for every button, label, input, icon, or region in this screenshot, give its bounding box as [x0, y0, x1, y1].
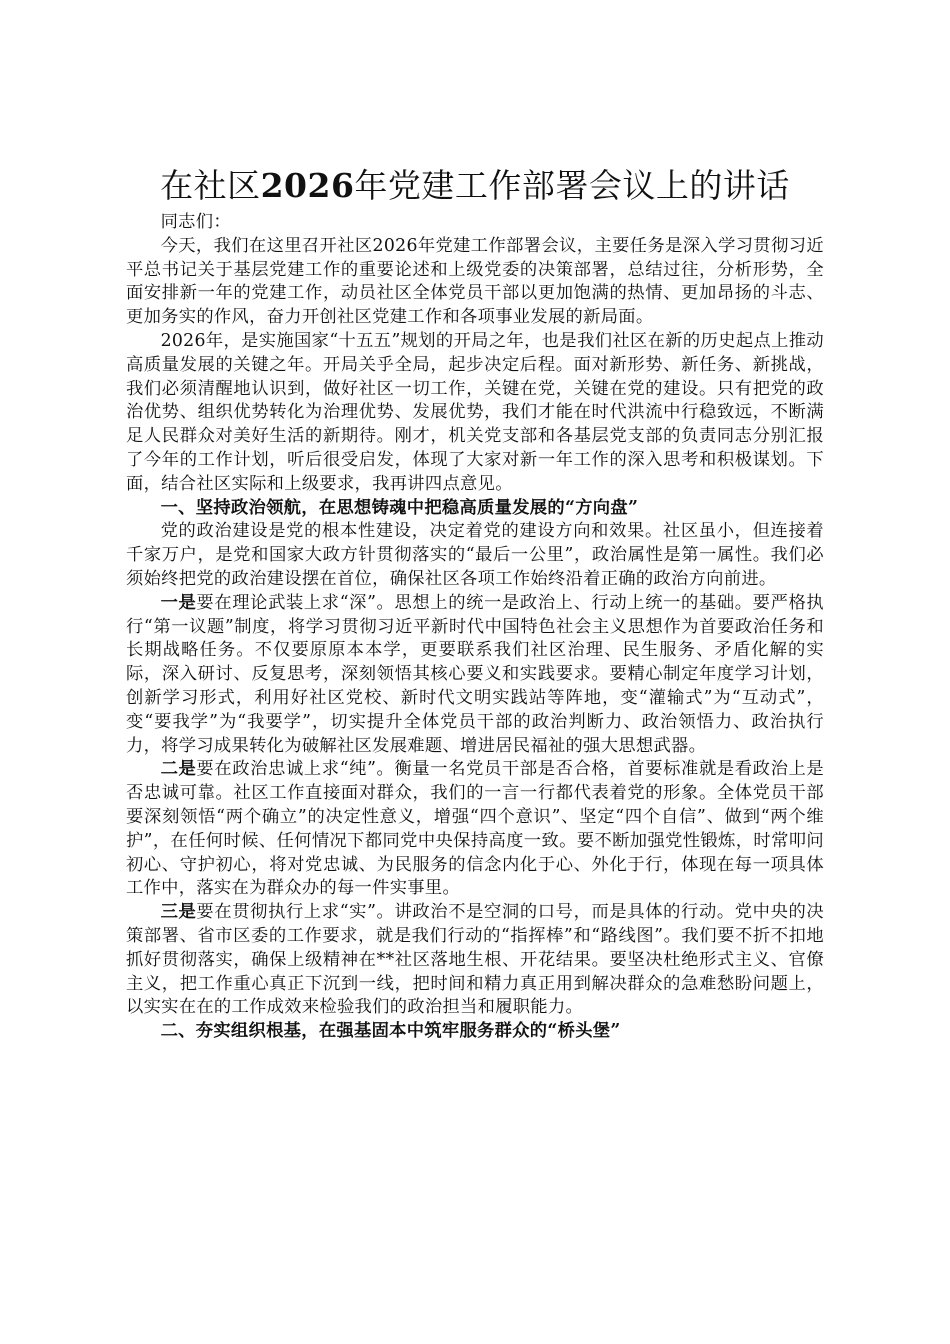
salutation: 同志们： — [160, 212, 231, 232]
point-3-paragraph — [126, 901, 824, 1020]
section-heading-1: 一、坚持政治领航，在思想铸魂中把稳高质量发展的“方向盘” — [160, 497, 639, 518]
point-3-lead: 三是 — [160, 902, 197, 923]
paragraph-opening: 今天，我们在这里召开社区2026年党建工作部署会议，主要任务是深入学习贯彻习近平总书记关于基层党建工作的重要论述和上级党委的决策部署，总结过往，分析形势，全面安排新一年的党建工作，动员社区全体党员干部以更加饱满的热情、更加昂扬的斗志、更加务实的作风，奋力开创社区党建工作和各项事业发展的新局面。 — [126, 235, 824, 328]
point-2-lead: 二是 — [160, 759, 197, 780]
point-2-text: 要在政治忠诚上求“纯”。衡量一名党员干部是否合格，首要标准就是看政治上是否忠诚可靠。社区工作直接面对群众，我们的一言一行都代表着党的形象。全体党员干部要深刻领悟“两个确立”的决定性意义，增强“四个意识”、坚定“四个自信”、做到“两个维护”，在任何时候、任何情况下都同党中央保持高度一致。要不断加强党性锻炼，时常叩问初心、守护初心，将对党忠诚、为民服务的信念内化于心、外化于行，体现在每一项具体工作中，落实在为群众办的每一件实事里。 — [126, 759, 824, 899]
point-1-lead: 一是 — [160, 592, 197, 613]
title-suffix: 年党建工作部署会议上的讲话 — [354, 166, 790, 205]
document-title — [126, 165, 824, 207]
point-3-text: 要在贯彻执行上求“实”。讲政治不是空洞的口号，而是具体的行动。党中央的决策部署、省市区委的工作要求，就是我们行动的“指挥棒”和“路线图”。我们要不折不扣地抓好贯彻落实，确保上级精神在**社区落地生根、开花结果。要坚决杜绝形式主义、官僚主义，把工作重心真正下沉到一线，把时间和精力真正用到解决群众的急难愁盼问题上，以实实在在的工作成效来检验我们的政治担当和履职能力。 — [126, 902, 824, 1018]
point-1-paragraph — [126, 592, 824, 759]
title-year: 2026 — [260, 166, 355, 205]
section-heading-2: 二、夯实组织根基，在强基固本中筑牢服务群众的“桥头堡” — [160, 1021, 621, 1042]
document-page — [126, 165, 824, 1044]
paragraph-context: 2026年，是实施国家“十五五”规划的开局之年，也是我们社区在新的历史起点上推动高质量发展的关键之年。开局关乎全局，起步决定后程。面对新形势、新任务、新挑战，我们必须清醒地认识到，做好社区一切工作，关键在党，关键在党的建设。只有把党的政治优势、组织优势转化为治理优势、发展优势，我们才能在时代洪流中行稳致远，不断满足人民群众对美好生活的新期待。刚才，机关党支部和各基层党支部的负责同志分别汇报了今年的工作计划，听后很受启发，体现了大家对新一年工作的深入思考和积极谋划。下面，结合社区实际和上级要求，我再讲四点意见。 — [126, 330, 824, 494]
section-1-intro: 党的政治建设是党的根本性建设，决定着党的建设方向和效果。社区虽小，但连接着千家万户，是党和国家大政方针贯彻落实的“最后一公里”，政治属性是第一属性。我们必须始终把党的政治建设摆在首位，确保社区各项工作始终沿着正确的政治方向前进。 — [126, 521, 824, 589]
point-2-paragraph — [126, 758, 824, 901]
point-1-text: 要在理论武装上求“深”。思想上的统一是政治上、行动上统一的基础。要严格执行“第一议题”制度，将学习贯彻习近平新时代中国特色社会主义思想作为首要政治任务和长期战略任务。不仅要原原本本学，更要联系我们社区治理、民生服务、矛盾化解的实际，深入研讨、反复思考，深刻领悟其核心要义和实践要求。要精心制定年度学习计划，创新学习形式，利用好社区党校、新时代文明实践站等阵地，变“灌输式”为“互动式”，变“要我学”为“我要学”，切实提升全体党员干部的政治判断力、政治领悟力、政治执行力，将学习成果转化为破解社区发展难题、增进居民福祉的强大思想武器。 — [126, 592, 824, 756]
title-prefix: 在社区 — [160, 166, 261, 205]
